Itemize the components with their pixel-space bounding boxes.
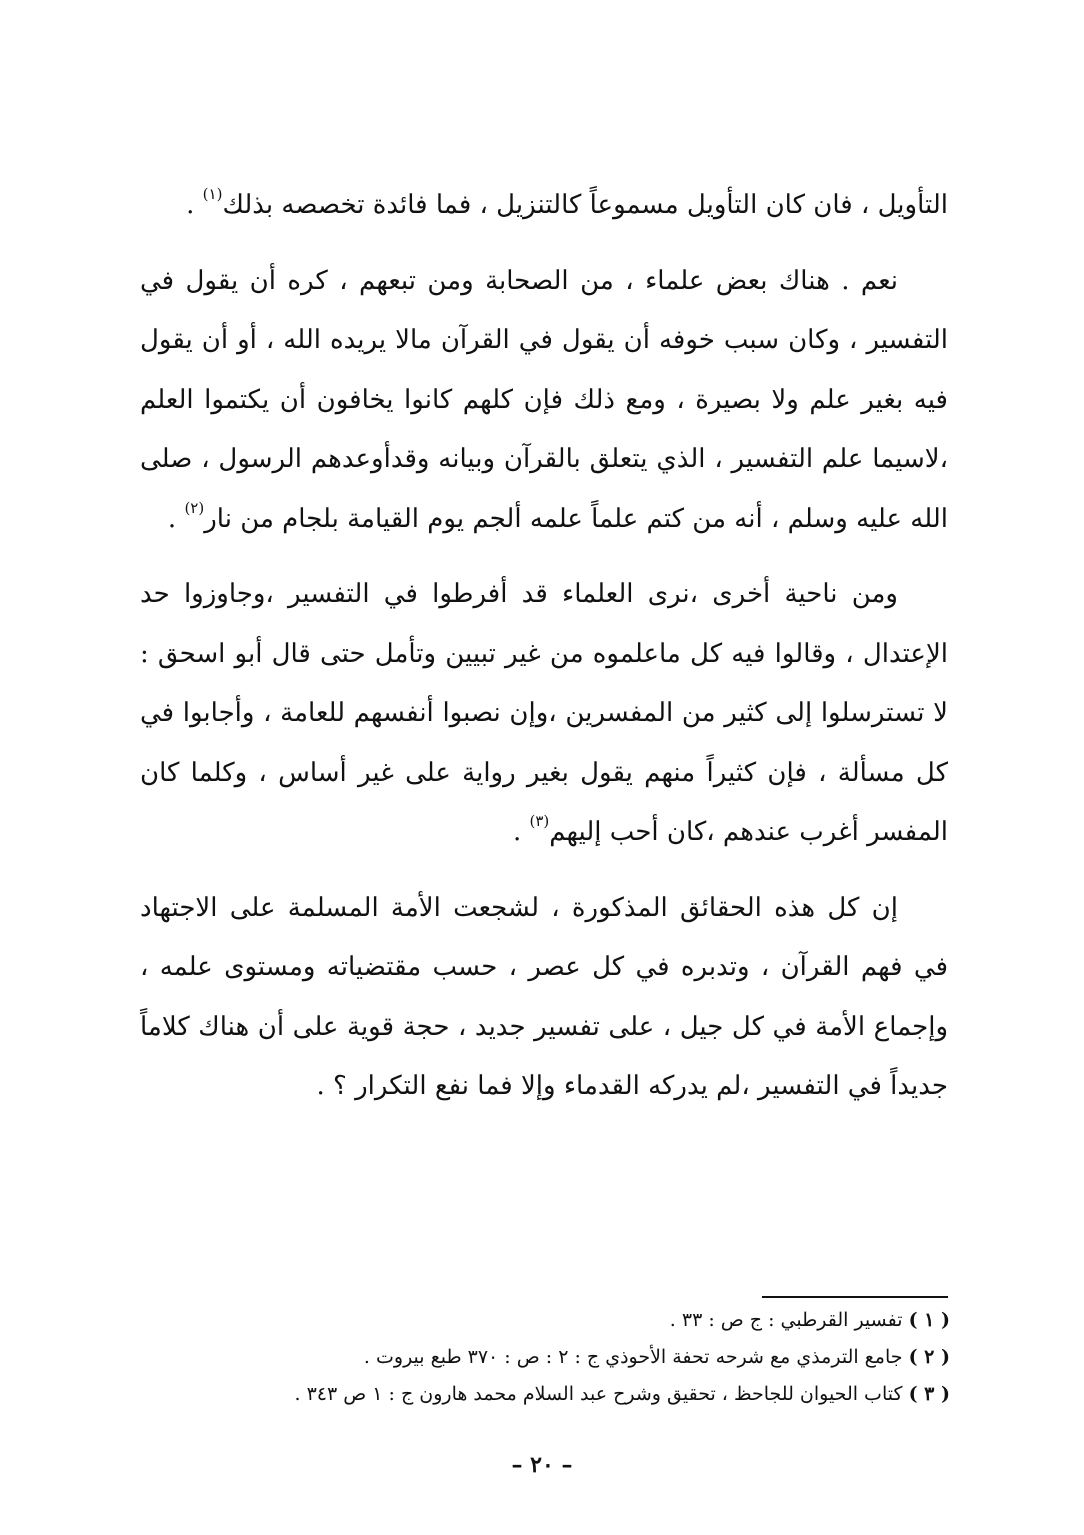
paragraph-3	[140, 565, 948, 863]
footnote-ref-2: (٢)	[184, 498, 205, 517]
paragraph-1	[140, 176, 948, 236]
footnote-2	[140, 1339, 950, 1376]
footnote-ref-1: (١)	[202, 185, 223, 204]
footnote-ref-3: (٣)	[529, 812, 550, 831]
paragraph-2	[140, 252, 948, 550]
footnote-2-number: ( ٢ )	[908, 1346, 950, 1368]
paragraph-4	[140, 879, 948, 1117]
paragraph-3-text: ومن ناحية أخرى ،نرى العلماء قد أفرطوا في التفسير ،وجاوزوا حد الإعتدال ، وقالوا فيه كل ماعلموه من غير تبيين وتأمل حتى قال أبو اسحق : لا تسترسلوا إلى كثير من المفسرين ،وإن نصبوا أنفسهم للعامة ، وأجابوا في كل مسألة ، فإن كثيراً منهم يقول بغير رواية على غير أساس ، وكلما كان المفسر أغرب عندهم ،كان أحب إليهم	[140, 579, 948, 847]
footnote-1-text: تفسير القرطبي : ج ص : ٣٣ .	[669, 1309, 903, 1331]
paragraph-2-text: نعم . هناك بعض علماء ، من الصحابة ومن تبعهم ، كره أن يقول في التفسير ، وكان سبب خوفه أن يقول في القرآن مالا يريده الله ، أو أن يقول فيه بغير علم ولا بصيرة ، ومع ذلك فإن كلهم كانوا يخافون أن يكتموا العلم ،لاسيما علم التفسير ، الذي يتعلق بالقرآن وبيانه وقدأوعدهم الرسول ، صلى الله عليه وسلم ، أنه من كتم علماً علمه ألجم يوم القيامة بلجام من نار	[140, 265, 948, 534]
page-number: – ٢٠ –	[511, 1452, 573, 1478]
paragraph-1-text: التأويل ، فان كان التأويل مسموعاً كالتنزيل ، فما فائدة تخصصه بذلك	[222, 190, 948, 220]
body-text	[140, 176, 948, 1133]
footnote-2-text: جامع الترمذي مع شرحه تحفة الأحوذي ج : ٢ : ص : ٣٧٠ طبع بيروت .	[363, 1346, 903, 1368]
paragraph-1-tail: .	[186, 190, 203, 220]
footnote-3	[140, 1376, 950, 1413]
footnote-3-text: كتاب الحيوان للجاحظ ، تحقيق وشرح عبد السلام محمد هارون ج : ١ ص ٣٤٣ .	[294, 1383, 903, 1405]
paragraph-3-tail: .	[512, 817, 530, 847]
footnote-separator	[762, 1296, 948, 1298]
footnote-1	[140, 1302, 950, 1339]
paragraph-4-text: إن كل هذه الحقائق المذكورة ، لشجعت الأمة المسلمة على الاجتهاد في فهم القرآن ، وتدبره في كل عصر ، حسب مقتضياته ومستوى علمه ، وإجماع الأمة في كل جيل ، على تفسير جديد ، حجة قوية على أن هناك كلاماً جديداً في التفسير ،لم يدركه القدماء وإلا فما نفع التكرار ؟ .	[140, 892, 948, 1101]
footnote-3-number: ( ٣ )	[908, 1383, 950, 1405]
footnote-1-number: ( ١ )	[908, 1309, 950, 1331]
paragraph-2-tail: .	[167, 503, 185, 534]
footnotes	[140, 1302, 950, 1413]
